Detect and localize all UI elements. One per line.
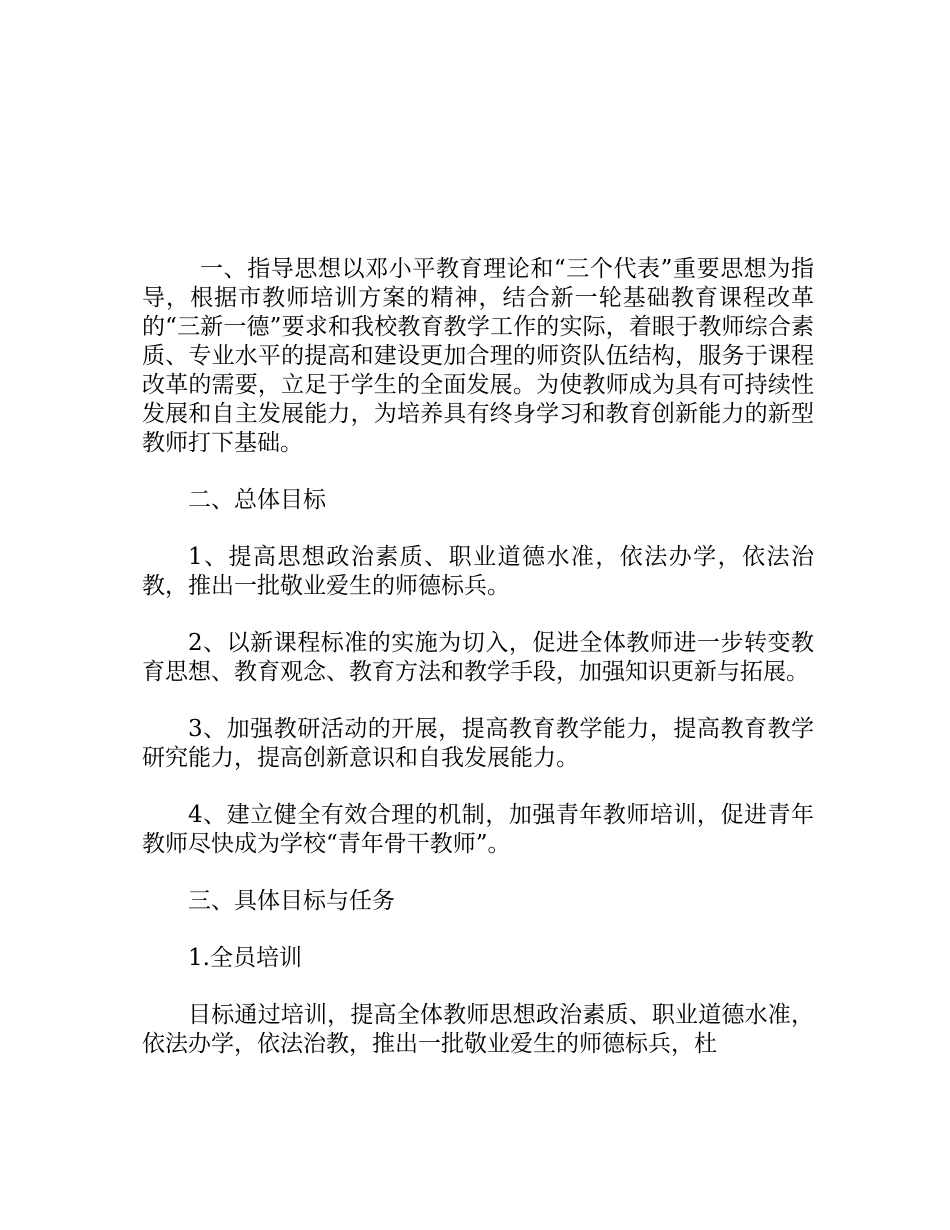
paragraph-goal-3: 3、加强教研活动的开展，提高教育教学能力，提高教育教学研究能力，提高创新意识和自我发展能力。 <box>142 716 814 771</box>
paragraph-goal-4: 4、建立健全有效合理的机制，加强青年教师培训，促进青年教师尽快成为学校“青年骨干教师”。 <box>142 802 814 857</box>
document-body <box>142 255 814 1087</box>
paragraph-training-target: 目标通过培训，提高全体教师思想政治素质、职业道德水准，依法办学，依法治教，推出一批敬业爱生的师德标兵，杜 <box>142 1002 814 1057</box>
heading-specific-goals: 三、具体目标与任务 <box>188 888 395 914</box>
paragraph-goal-2: 2、以新课程标准的实施为切入，促进全体教师进一步转变教育思想、教育观念、教育方法和教学手段，加强知识更新与拓展。 <box>142 630 814 685</box>
heading-overall-goals: 二、总体目标 <box>188 487 326 513</box>
paragraph-guiding-ideology: 一、指导思想以邓小平教育理论和“三个代表”重要思想为指导，根据市教师培训方案的精神，结合新一轮基础教育课程改革的“三新一德”要求和我校教育教学工作的实际，着眼于教师综合素质、专业水平的提高和建设更加合理的师资队伍结构，服务于课程改革的需要，立足于学生的全面发展。为使教师成为具有可持续性发展和自主发展能力，为培养具有终身学习和教育创新能力的新型教师打下基础。 <box>142 256 814 456</box>
paragraph-goal-1: 1、提高思想政治素质、职业道德水准，依法办学，依法治教，推出一批敬业爱生的师德标兵。 <box>142 544 814 599</box>
heading-full-staff-training: 1.全员培训 <box>188 945 302 971</box>
